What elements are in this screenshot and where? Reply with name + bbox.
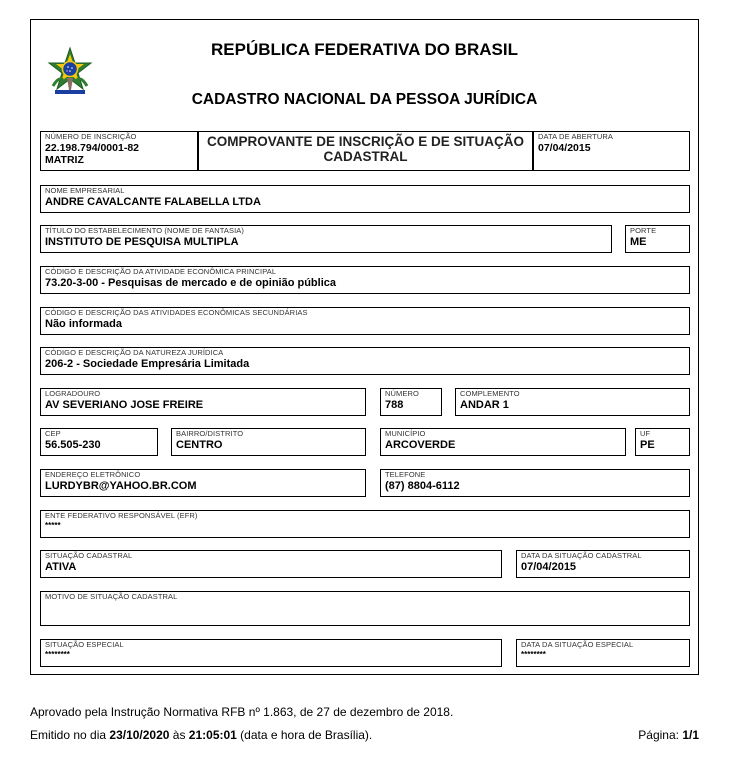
municipio-label: MUNICÍPIO <box>385 429 426 438</box>
uf-box <box>635 428 690 456</box>
title-cadastro: CADASTRO NACIONAL DA PESSOA JURÍDICA <box>191 91 538 108</box>
motivo-situacao-box <box>40 591 690 626</box>
data-situacao-especial-box <box>516 639 690 667</box>
uf-value: PE <box>640 439 655 451</box>
situacao-cadastral-box <box>40 550 502 578</box>
atividades-secundarias-value: Não informada <box>45 318 123 330</box>
cep-value: 56.505-230 <box>45 439 101 451</box>
bairro-box <box>171 428 366 456</box>
numero-box <box>380 388 442 416</box>
numero-inscricao-box <box>40 131 198 171</box>
logradouro-box <box>40 388 366 416</box>
titulo-estabelecimento-box <box>40 225 612 253</box>
efr-value: ***** <box>45 521 61 530</box>
complemento-label: COMPLEMENTO <box>460 389 520 398</box>
data-situacao-cadastral-label: DATA DA SITUAÇÃO CADASTRAL <box>521 551 642 560</box>
comprovante-line1: COMPROVANTE DE INSCRIÇÃO E DE SITUAÇÃO <box>206 134 525 149</box>
titulo-estabelecimento-label: TÍTULO DO ESTABELECIMENTO (NOME DE FANTASIA) <box>45 226 245 235</box>
data-situacao-especial-label: DATA DA SITUAÇÃO ESPECIAL <box>521 640 634 649</box>
pagina-value: 1/1 <box>682 728 699 742</box>
situacao-especial-label: SITUAÇÃO ESPECIAL <box>45 640 124 649</box>
data-abertura-box <box>533 131 690 171</box>
emitido-suffix: (data e hora de Brasília). <box>236 728 373 742</box>
numero-value: 788 <box>385 399 404 411</box>
emitido-date: 23/10/2020 <box>109 728 170 742</box>
atividade-principal-box <box>40 266 690 294</box>
porte-label: PORTE <box>630 226 657 235</box>
complemento-value: ANDAR 1 <box>460 399 509 411</box>
title-republica: REPÚBLICA FEDERATIVA DO BRASIL <box>211 40 518 59</box>
porte-box <box>625 225 690 253</box>
cnpj-document <box>30 19 699 675</box>
comprovante-title <box>199 134 532 164</box>
data-situacao-cadastral-value: 07/04/2015 <box>521 561 577 573</box>
efr-box <box>40 510 690 538</box>
footer-emitido <box>30 728 372 742</box>
logradouro-value: AV SEVERIANO JOSE FREIRE <box>45 399 204 411</box>
cep-label: CEP <box>45 429 61 438</box>
atividade-principal-value: 73.20-3-00 - Pesquisas de mercado e de opinião pública <box>45 277 336 289</box>
natureza-juridica-label: CÓDIGO E DESCRIÇÃO DA NATUREZA JURÍDICA <box>45 348 224 357</box>
atividades-secundarias-label: CÓDIGO E DESCRIÇÃO DAS ATIVIDADES ECONÔMICAS SECUNDÁRIAS <box>45 308 308 317</box>
natureza-juridica-value: 206-2 - Sociedade Empresária Limitada <box>45 358 250 370</box>
footer-pagina <box>638 728 699 742</box>
pagina-label: Página: <box>638 728 683 742</box>
endereco-eletronico-label: ENDEREÇO ELETRÔNICO <box>45 470 141 479</box>
titulo-estabelecimento-value: INSTITUTO DE PESQUISA MULTIPLA <box>45 236 239 248</box>
endereco-eletronico-box <box>40 469 366 497</box>
footer-aprovado: Aprovado pela Instrução Normativa RFB nº 1.863, de 27 de dezembro de 2018. <box>30 705 454 719</box>
atividade-principal-label: CÓDIGO E DESCRIÇÃO DA ATIVIDADE ECONÔMICA PRINCIPAL <box>45 267 277 276</box>
nome-empresarial-label: NOME EMPRESARIAL <box>45 186 125 195</box>
logradouro-label: LOGRADOURO <box>45 389 101 398</box>
porte-value: ME <box>630 236 647 248</box>
emitido-time: 21:05:01 <box>188 728 237 742</box>
nome-empresarial-value: ANDRE CAVALCANTE FALABELLA LTDA <box>45 196 261 208</box>
emitido-prefix: Emitido no dia <box>30 728 110 742</box>
numero-inscricao-label: NÚMERO DE INSCRIÇÃO <box>45 132 137 141</box>
data-situacao-especial-value: ******** <box>521 650 546 659</box>
comprovante-line2: CADASTRAL <box>323 149 408 164</box>
numero-label: NÚMERO <box>385 389 419 398</box>
telefone-box <box>380 469 690 497</box>
situacao-especial-value: ******** <box>45 650 70 659</box>
matriz-value: MATRIZ <box>45 154 84 166</box>
complemento-box <box>455 388 690 416</box>
municipio-box <box>380 428 626 456</box>
uf-label: UF <box>640 429 651 438</box>
situacao-cadastral-value: ATIVA <box>45 561 77 573</box>
endereco-eletronico-value: LURDYBR@YAHOO.BR.COM <box>45 480 197 492</box>
bairro-value: CENTRO <box>176 439 223 451</box>
data-situacao-cadastral-box <box>516 550 690 578</box>
emitido-mid: às <box>169 728 189 742</box>
efr-label: ENTE FEDERATIVO RESPONSÁVEL (EFR) <box>45 511 198 520</box>
telefone-value: (87) 8804-6112 <box>385 480 460 492</box>
bairro-label: BAIRRO/DISTRITO <box>176 429 244 438</box>
data-abertura-value: 07/04/2015 <box>538 142 591 154</box>
telefone-label: TELEFONE <box>385 470 426 479</box>
data-abertura-label: DATA DE ABERTURA <box>538 132 613 141</box>
numero-inscricao-value: 22.198.794/0001-82 <box>45 142 140 154</box>
natureza-juridica-box <box>40 347 690 375</box>
comprovante-box <box>198 131 533 171</box>
nome-empresarial-box <box>40 185 690 213</box>
cep-box <box>40 428 158 456</box>
situacao-cadastral-label: SITUAÇÃO CADASTRAL <box>45 551 133 560</box>
motivo-situacao-label: MOTIVO DE SITUAÇÃO CADASTRAL <box>45 592 178 601</box>
atividades-secundarias-box <box>40 307 690 335</box>
situacao-especial-box <box>40 639 502 667</box>
municipio-value: ARCOVERDE <box>385 439 456 451</box>
